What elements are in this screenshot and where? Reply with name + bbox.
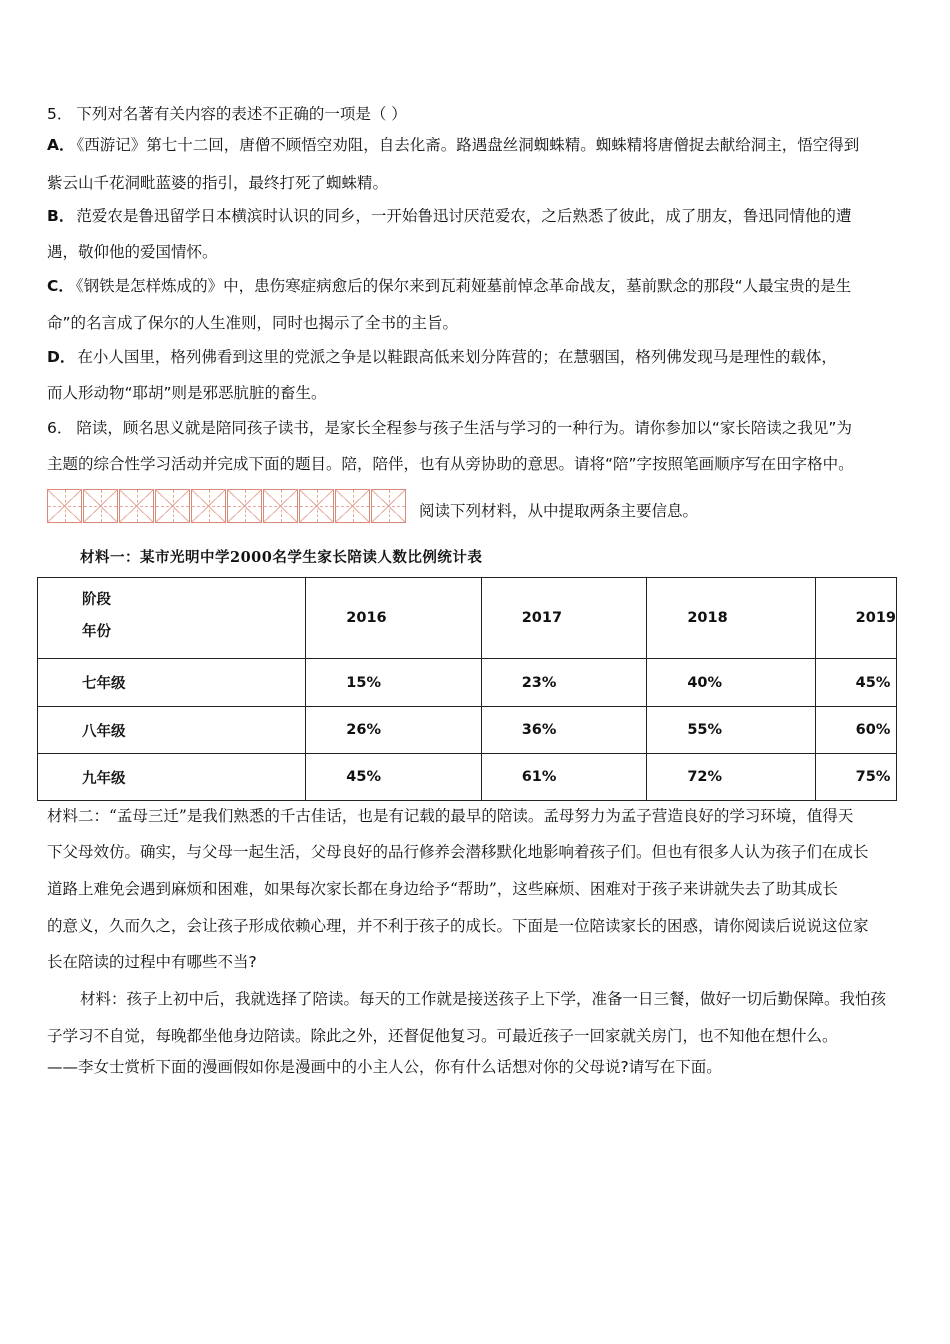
material3-line: 子学习不自觉，每晚都坐他身边陪读。除此之外，还督促他复习。可最近孩子一回家就关房门，也不知他在想什么。 [47,1027,838,1045]
table-corner-header [38,578,306,659]
value-cell: 55% [647,707,815,754]
tianzige-writing-grid[interactable] [47,489,407,525]
q5-option-a-line2: 紫云山千花洞毗蓝婆的指引，最终打死了蜘蛛精。 [47,174,389,192]
q5-number: 5． [47,105,73,123]
value-cell: 72% [647,754,815,801]
value-cell: 60% [815,707,896,754]
grid-cell[interactable] [83,489,118,523]
grid-cell[interactable] [191,489,226,523]
q5-option-d-line2: 而人形动物“耶胡”则是邪恶肮脏的畜生。 [47,384,327,402]
value-cell: 26% [306,707,481,754]
grade-cell: 八年级 [38,707,306,754]
material2-line: 道路上难免会遇到麻烦和困难，如果每次家长都在身边给予“帮助”，这些麻烦、困难对于孩子来讲就失去了助其成长 [47,880,838,898]
option-text: 《西游记》第七十二回，唐僧不顾悟空劝阻，自去化斋。路遇盘丝洞蜘蛛精。蜘蛛精将唐僧捉去献给洞主，悟空得到 [76,136,860,154]
q5-option-c-line2: 命”的名言成了保尔的人生准则，同时也揭示了全书的主旨。 [47,314,459,332]
q6-line2: 主题的综合性学习活动并完成下面的题目。陪，陪伴，也有从旁协助的意思。请将“陪”字按照笔画顺序写在田字格中。 [47,455,854,473]
option-text: 范爱农是鲁迅留学日本横滨时认识的同乡，一开始鲁迅讨厌范爱农，之后熟悉了彼此，成了朋友，鲁迅同情他的遭 [76,207,852,225]
q5-stem-text: 下列对名著有关内容的表述不正确的一项是（ ） [76,105,407,123]
q5-option-b-line1 [47,205,907,227]
year-header: 2019 [815,578,896,659]
year-header: 2017 [481,578,647,659]
table-header-row [38,578,897,659]
table-row [38,754,897,801]
value-cell: 75% [815,754,896,801]
table-caption: 材料一：某市光明中学2000名学生家长陪读人数比例统计表 [80,549,483,566]
q6-after-grid-text: 阅读下列材料，从中提取两条主要信息。 [419,502,699,520]
year-header: 2016 [306,578,481,659]
material3-line: ——李女士赏析下面的漫画假如你是漫画中的小主人公，你有什么话想对你的父母说?请写在下面。 [47,1058,722,1076]
grid-cell[interactable] [227,489,262,523]
grid-cell[interactable] [263,489,298,523]
q6-line1 [47,417,907,439]
grid-cell[interactable] [335,489,370,523]
grade-cell: 七年级 [38,659,306,707]
material2-line: 长在陪读的过程中有哪些不当? [47,953,257,971]
grid-cell[interactable] [47,489,82,523]
q5-stem [47,103,907,125]
header-year-label: 年份 [82,623,111,640]
value-cell: 36% [481,707,647,754]
option-text: 在小人国里，格列佛看到这里的党派之争是以鞋跟高低来划分阵营的；在慧骃国，格列佛发现马是理性的载体， [77,348,837,366]
value-cell: 40% [647,659,815,707]
material2-line: 的意义，久而久之，会让孩子形成依赖心理，并不利于孩子的成长。下面是一位陪读家长的困惑，请你阅读后说说这位家 [47,917,869,935]
stats-table [37,577,897,801]
value-cell: 45% [815,659,896,707]
grade-cell: 九年级 [38,754,306,801]
header-stage-label: 阶段 [82,591,111,608]
q5-option-c-line1 [47,275,907,297]
table-row [38,659,897,707]
option-label: B． [47,207,75,225]
value-cell: 23% [481,659,647,707]
q5-option-a-line1 [47,134,907,156]
q5-option-b-line2: 遇，敬仰他的爱国情怀。 [47,243,218,261]
option-label: D． [47,348,76,366]
table-row [38,707,897,754]
q6-text: 陪读，顾名思义就是陪同孩子读书，是家长全程参与孩子生活与学习的一种行为。请你参加以“家长陪读之我见”为 [76,419,852,437]
material2-line: 材料二：“孟母三迁”是我们熟悉的千古佳话，也是有记载的最早的陪读。孟母努力为孟子营造良好的学习环境，值得天 [47,807,854,825]
material3-line: 材料：孩子上初中后，我就选择了陪读。每天的工作就是接送孩子上下学，准备一日三餐，做好一切后勤保障。我怕孩 [80,990,887,1008]
grid-cell[interactable] [299,489,334,523]
option-label: C． [47,277,74,295]
option-label: A． [47,136,75,154]
option-text: 《钢铁是怎样炼成的》中，患伤寒症病愈后的保尔来到瓦莉娅墓前悼念革命战友，墓前默念的那段“人最宝贵的是生 [75,277,852,295]
grid-cell[interactable] [371,489,406,523]
material2-line: 下父母效仿。确实，与父母一起生活，父母良好的品行修养会潜移默化地影响着孩子们。但也有很多人认为孩子们在成长 [47,843,869,861]
value-cell: 45% [306,754,481,801]
grid-cell[interactable] [119,489,154,523]
value-cell: 61% [481,754,647,801]
grid-cell[interactable] [155,489,190,523]
q5-option-d-line1 [47,346,907,368]
q6-number: 6． [47,419,73,437]
value-cell: 15% [306,659,481,707]
year-header: 2018 [647,578,815,659]
